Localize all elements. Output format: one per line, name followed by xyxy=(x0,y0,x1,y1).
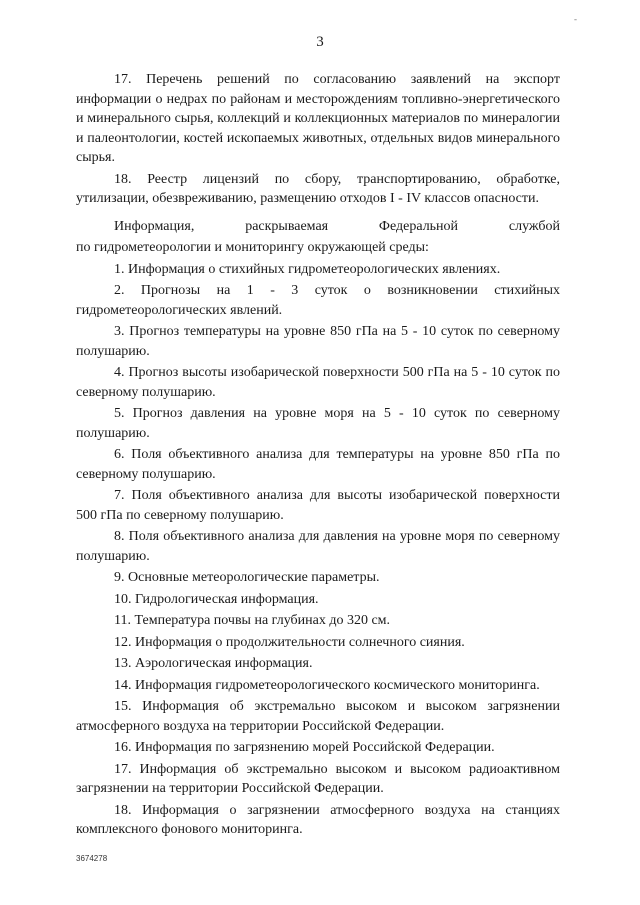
list-item: 13. Аэрологическая информация. xyxy=(114,656,313,671)
document-code: 3674278 xyxy=(76,854,108,863)
list-item: 2. Прогнозы на 1 - 3 суток о возникновении стихийных гидрометеорологических явлений. xyxy=(76,283,560,318)
paragraph-export-decisions: 17. Перечень решений по согласованию заявлений на экспорт информации о недрах по районам и месторождениям топливно-энергетического и минерального сырья, коллекций и коллекционных материалов по минералогии и палеонтологии, костей ископаемых животных, отдельных видов минерального сырья. xyxy=(76,72,560,165)
list-item: 10. Гидрологическая информация. xyxy=(114,591,319,607)
list-item: 16. Информация по загрязнению морей Российской Федерации. xyxy=(114,740,495,755)
list-item: 18. Информация о загрязнении атмосферного воздуха на станциях комплексного фонового мониторинга. xyxy=(76,802,560,837)
list-item: 12. Информация о продолжительности солнечного сияния. xyxy=(114,634,465,650)
list-item: 17. Информация об экстремально высоком и высоком радиоактивном загрязнении на территории Российской Федерации. xyxy=(76,761,560,796)
list-item: 3. Прогноз температуры на уровне 850 гПа на 5 - 10 суток по северному полушарию. xyxy=(76,324,560,359)
list-item: 9. Основные метеорологические параметры. xyxy=(114,570,380,585)
paragraph-waste-license-registry: 18. Реестр лицензий по сбору, транспортированию, обработке, утилизации, обезвреживанию, размещению отходов I - IV классов опасности. xyxy=(76,171,560,206)
list-item: 6. Поля объективного анализа для температуры на уровне 850 гПа по северному полушарию. xyxy=(76,447,560,482)
document-body xyxy=(76,70,560,840)
list-item: 4. Прогноз высоты изобарической поверхности 500 гПа на 5 - 10 суток по северному полушарию. xyxy=(76,365,560,400)
list-item: 1. Информация о стихийных гидрометеорологических явлениях. xyxy=(114,261,501,277)
list-item: 5. Прогноз давления на уровне моря на 5 - 10 суток по северному полушарию. xyxy=(76,406,560,441)
list-item: 8. Поля объективного анализа для давления на уровне моря по северному полушарию. xyxy=(76,529,560,564)
section-intro-line2: по гидрометеорологии и мониторингу окружающей среды: xyxy=(76,240,429,255)
list-item: 14. Информация гидрометеорологического космического мониторинга. xyxy=(114,677,540,693)
list-item: 11. Температура почвы на глубинах до 320 см. xyxy=(114,613,391,628)
section-intro-line1: Информация, раскрываемая Федеральной службой xyxy=(114,218,560,234)
corner-mark: - xyxy=(574,14,577,24)
list-item: 15. Информация об экстремально высоком и высоком загрязнении атмосферного воздуха на территории Российской Федерации. xyxy=(76,699,560,734)
list-item: 7. Поля объективного анализа для высоты изобарической поверхности 500 гПа по северному полушарию. xyxy=(76,488,560,523)
page-number: 3 xyxy=(316,34,324,50)
